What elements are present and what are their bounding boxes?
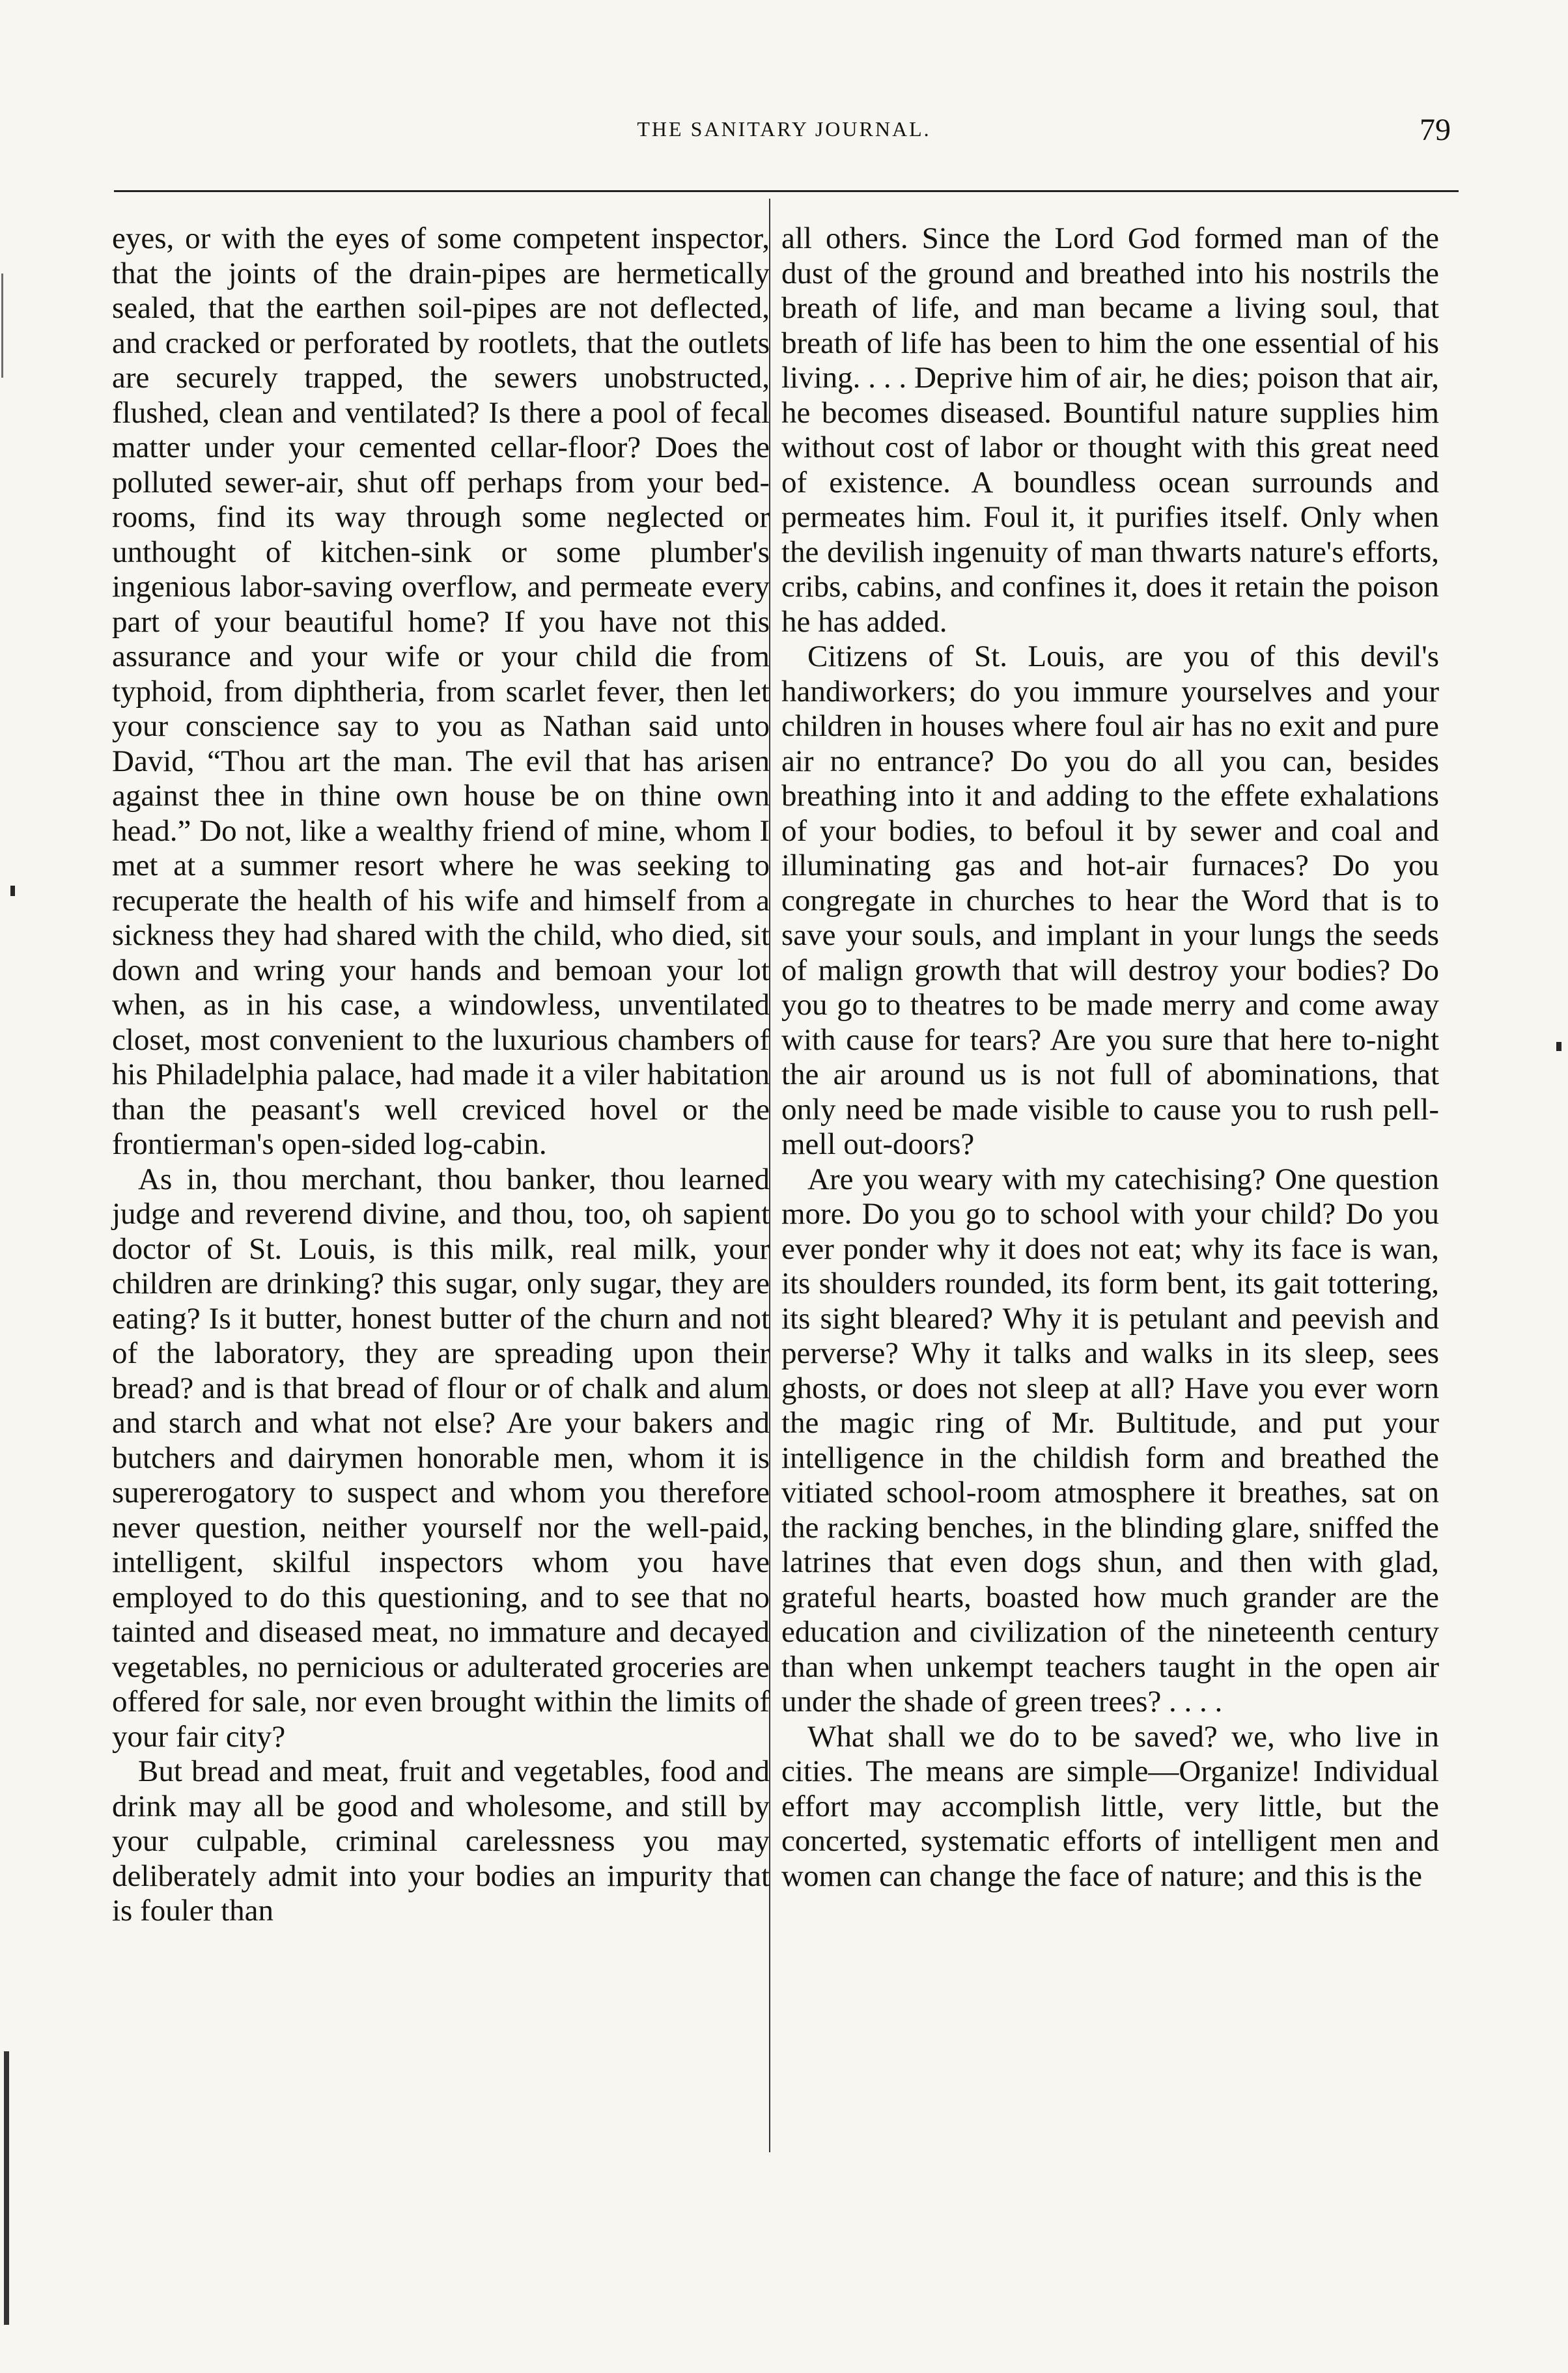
binding-edge-mark — [10, 886, 15, 896]
header-rule — [114, 190, 1459, 192]
left-paragraph-3: But bread and meat, fruit and vegetables, food and drink may all be good and wholesome, and still by your culpable, criminal carelessness you may deliberately admit into your bodies an impurity that is fouler than — [112, 1754, 770, 1928]
right-paragraph-3: Are you weary with my catechising? One question more. Do you go to school with your child? Do you ever ponder why it does not eat; why its face is wan, its shoulders rounded, its form bent, its gait tottering, its sight bleared? Why it is petulant and peevish and perverse? Why it talks and walks in its sleep, sees ghosts, or does not sleep at all? Have you ever worn the magic ring of Mr. Bultitude, and put your intelligence in the childish form and breathed the vitiated school-room atmosphere it breathes, sat on the racking benches, in the blinding glare, sniffed the latrines that even dogs shun, and then with glad, grateful hearts, boasted how much grander are the education and civilization of the nineteenth century than when unkempt teachers taught in the open air under the shade of green trees? . . . . — [781, 1162, 1439, 1719]
left-column — [112, 221, 770, 1929]
left-paragraph-1: eyes, or with the eyes of some competent inspector, that the joints of the drain-pipes are hermetically sealed, that the earthen soil-pipes are not deflected, and cracked or perforated by rootlets, that the outlets are securely trapped, the sewers unobstructed, flushed, clean and ventilated? Is there a pool of fecal matter under your cemented cellar-floor? Does the polluted sewer-air, shut off perhaps from your bed-rooms, find its way through some neglected or unthought of kitchen-sink or some plumber's ingenious labor-saving overflow, and permeate every part of your beautiful home? If you have not this assurance and your wife or your child die from typhoid, from diphtheria, from scarlet fever, then let your conscience say to you as Nathan said unto David, “Thou art the man. The evil that has arisen against thee in thine own house be on thine own head.” Do not, like a wealthy friend of mine, whom I met at a summer resort where he was seeking to recuperate the health of his wife and himself from a sickness they had shared with the child, who died, sit down and wring your hands and bemoan your lot when, as in his case, a windowless, unventilated closet, most convenient to the luxurious chambers of his Philadelphia palace, had made it a viler habitation than the peasant's well creviced hovel or the frontierman's open-sided log-cabin. — [112, 221, 770, 1161]
right-paragraph-4: What shall we do to be saved? we, who live in cities. The means are simple—Organize! Individual effort may accomplish little, very little, but the concerted, systematic efforts of intelligent men and women can change the face of nature; and this is the — [781, 1719, 1439, 1893]
binding-edge-mark — [1, 274, 3, 378]
binding-edge-mark — [4, 2051, 9, 2325]
binding-edge-mark — [1556, 1042, 1561, 1051]
running-title: THE SANITARY JOURNAL. — [637, 117, 931, 141]
left-paragraph-2: As in, thou merchant, thou banker, thou learned judge and reverend divine, and thou, too, oh sapient doctor of St. Louis, is this milk, real milk, your children are drinking? this sugar, only sugar, they are eating? Is it butter, honest butter of the churn and not of the laboratory, they are spreading upon their bread? and is that bread of flour or of chalk and alum and starch and what not else? Are your bakers and butchers and dairymen honorable men, whom it is supererogatory to suspect and whom you therefore never question, neither yourself nor the well-paid, intelligent, skilful inspectors whom you have employed to do this questioning, and to see that no tainted and diseased meat, no immature and decayed vegetables, no pernicious or adulterated groceries are offered for sale, nor even brought within the limits of your fair city? — [112, 1162, 770, 1754]
right-column — [781, 221, 1439, 1894]
right-paragraph-2: Citizens of St. Louis, are you of this devil's handiworkers; do you immure yourselves and your children in houses where foul air has no exit and pure air no entrance? Do you do all you can, besides breathing into it and adding to the effete exhalations of your bodies, to befoul it by sewer and coal and illuminating gas and hot-air furnaces? Do you congregate in churches to hear the Word that is to save your souls, and implant in your lungs the seeds of malign growth that will destroy your bodies? Do you go to theatres to be made merry and come away with cause for tears? Are you sure that here to-night the air around us is not full of abominations, that only need be made visible to cause you to rush pell-mell out-doors? — [781, 639, 1439, 1161]
right-paragraph-1: all others. Since the Lord God formed man of the dust of the ground and breathed into his nostrils the breath of life, and man became a living soul, that breath of life has been to him the one essential of his living. . . . Deprive him of air, he dies; poison that air, he becomes diseased. Bountiful nature supplies him without cost of labor or thought with this great need of existence. A boundless ocean surrounds and permeates him. Foul it, it purifies itself. Only when the devilish ingenuity of man thwarts nature's efforts, cribs, cabins, and confines it, does it retain the poison he has added. — [781, 221, 1439, 639]
page-number: 79 — [1420, 113, 1451, 147]
running-head — [0, 113, 1568, 156]
